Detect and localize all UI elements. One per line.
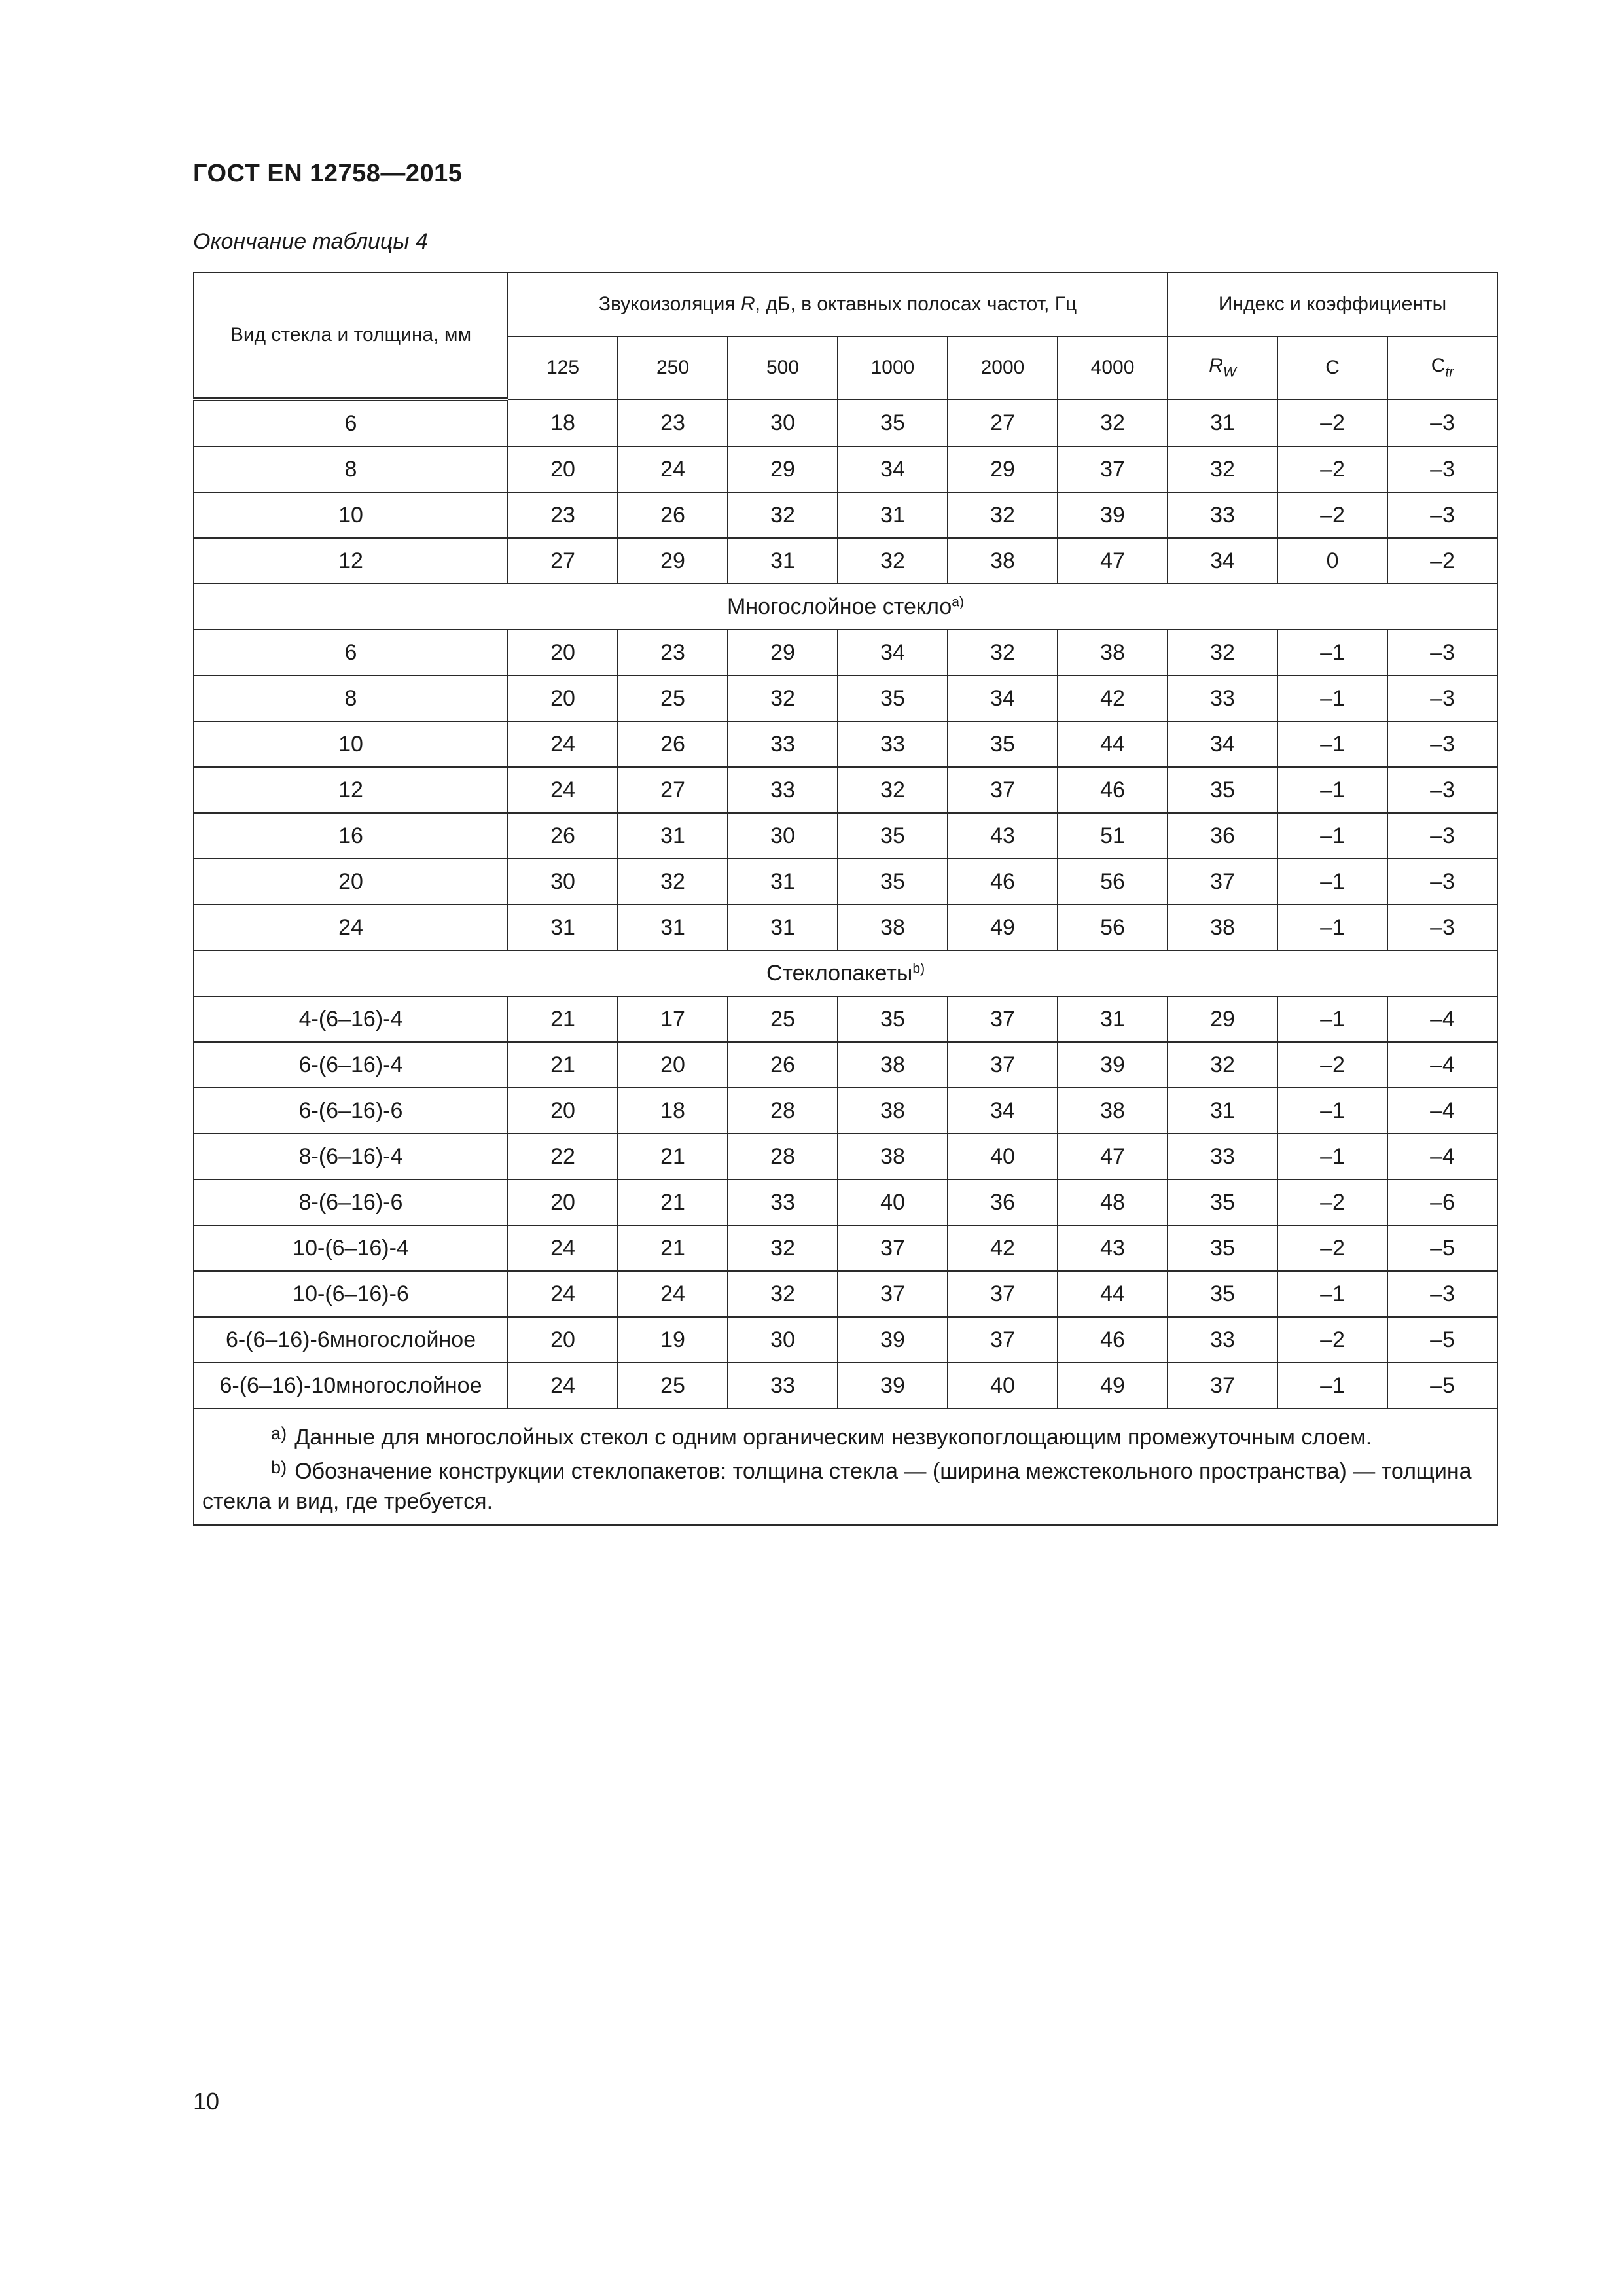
value-cell: 21 <box>508 996 618 1042</box>
footnote-mark: a) <box>952 594 965 609</box>
value-cell: –3 <box>1387 446 1497 492</box>
value-cell: 43 <box>1058 1225 1168 1271</box>
header-freq: 125 <box>508 336 618 399</box>
value-cell: 20 <box>508 630 618 675</box>
section-title-text: Стеклопакеты <box>766 960 913 986</box>
value-cell: 32 <box>728 675 838 721</box>
value-cell: 37 <box>948 1042 1058 1088</box>
section-title <box>194 950 1497 996</box>
value-cell: 39 <box>1058 492 1168 538</box>
value-cell: 38 <box>1058 630 1168 675</box>
value-cell: 24 <box>508 1271 618 1317</box>
glass-kind-cell: 8 <box>194 675 508 721</box>
value-cell: –1 <box>1277 1363 1387 1408</box>
value-cell: –1 <box>1277 905 1387 950</box>
value-cell: –3 <box>1387 492 1497 538</box>
value-cell: 26 <box>728 1042 838 1088</box>
value-cell: 23 <box>618 630 728 675</box>
value-cell: 33 <box>838 721 948 767</box>
value-cell: 37 <box>948 996 1058 1042</box>
glass-kind-cell: 10 <box>194 721 508 767</box>
value-cell: –3 <box>1387 767 1497 813</box>
glass-kind-cell: 6 <box>194 630 508 675</box>
value-cell: 29 <box>728 630 838 675</box>
table-caption: Окончание таблицы 4 <box>193 229 428 254</box>
value-cell: 31 <box>618 905 728 950</box>
value-cell: 33 <box>1168 492 1277 538</box>
value-cell: 20 <box>508 1179 618 1225</box>
table-row <box>194 1042 1497 1088</box>
value-cell: 34 <box>948 675 1058 721</box>
footnote-mark: b) <box>271 1457 287 1478</box>
table-row <box>194 675 1497 721</box>
value-cell: –1 <box>1277 767 1387 813</box>
value-cell: 31 <box>508 905 618 950</box>
value-cell: 37 <box>838 1271 948 1317</box>
value-cell: 20 <box>508 1088 618 1134</box>
value-cell: 32 <box>1168 630 1277 675</box>
value-cell: –4 <box>1387 1042 1497 1088</box>
value-cell: 38 <box>948 538 1058 584</box>
table-row <box>194 1225 1497 1271</box>
value-cell: 47 <box>1058 1134 1168 1179</box>
value-cell: 34 <box>838 630 948 675</box>
value-cell: –3 <box>1387 399 1497 446</box>
value-cell: –4 <box>1387 996 1497 1042</box>
value-cell: 21 <box>618 1225 728 1271</box>
glass-kind-cell: 10-(6–16)-6 <box>194 1271 508 1317</box>
header-freq: 2000 <box>948 336 1058 399</box>
value-cell: 20 <box>508 675 618 721</box>
value-cell: 26 <box>618 492 728 538</box>
value-cell: 32 <box>728 1271 838 1317</box>
value-cell: –1 <box>1277 1271 1387 1317</box>
value-cell: 31 <box>618 813 728 859</box>
glass-kind-cell: 10 <box>194 492 508 538</box>
value-cell: 36 <box>948 1179 1058 1225</box>
value-cell: 32 <box>1168 446 1277 492</box>
value-cell: –3 <box>1387 675 1497 721</box>
value-cell: 30 <box>728 1317 838 1363</box>
value-cell: 17 <box>618 996 728 1042</box>
table-row <box>194 1179 1497 1225</box>
glass-kind-cell: 6-(6–16)-4 <box>194 1042 508 1088</box>
value-cell: 0 <box>1277 538 1387 584</box>
footnote-mark: a) <box>271 1423 287 1443</box>
glass-kind-cell: 24 <box>194 905 508 950</box>
value-cell: 21 <box>618 1179 728 1225</box>
table-row <box>194 813 1497 859</box>
document-id: ГОСТ EN 12758—2015 <box>193 160 463 187</box>
value-cell: 34 <box>948 1088 1058 1134</box>
page-number: 10 <box>193 2088 220 2115</box>
value-cell: 35 <box>838 675 948 721</box>
value-cell: 37 <box>948 1317 1058 1363</box>
table-row <box>194 630 1497 675</box>
value-cell: –1 <box>1277 859 1387 905</box>
value-cell: 32 <box>948 492 1058 538</box>
value-cell: –3 <box>1387 1271 1497 1317</box>
value-cell: 40 <box>948 1134 1058 1179</box>
value-cell: 27 <box>508 538 618 584</box>
glass-kind-cell: 20 <box>194 859 508 905</box>
value-cell: –2 <box>1277 1225 1387 1271</box>
value-cell: 31 <box>728 538 838 584</box>
value-cell: 18 <box>508 399 618 446</box>
glass-kind-cell: 8-(6–16)-6 <box>194 1179 508 1225</box>
value-cell: –3 <box>1387 813 1497 859</box>
value-cell: 23 <box>508 492 618 538</box>
value-cell: –3 <box>1387 721 1497 767</box>
value-cell: 49 <box>1058 1363 1168 1408</box>
value-cell: –1 <box>1277 630 1387 675</box>
header-freq: 1000 <box>838 336 948 399</box>
value-cell: –2 <box>1277 492 1387 538</box>
glass-kind-cell: 6-(6–16)-10многослойное <box>194 1363 508 1408</box>
value-cell: 36 <box>1168 813 1277 859</box>
value-cell: 24 <box>508 1363 618 1408</box>
header-freq: 250 <box>618 336 728 399</box>
value-cell: 32 <box>838 538 948 584</box>
value-cell: 31 <box>728 905 838 950</box>
value-cell: 32 <box>728 1225 838 1271</box>
value-cell: 56 <box>1058 859 1168 905</box>
value-cell: 33 <box>728 767 838 813</box>
value-cell: 29 <box>948 446 1058 492</box>
value-cell: 25 <box>728 996 838 1042</box>
header-rw: $R_W$ <box>1168 336 1277 399</box>
value-cell: 32 <box>728 492 838 538</box>
value-cell: 33 <box>728 1179 838 1225</box>
value-cell: 47 <box>1058 538 1168 584</box>
value-cell: 33 <box>1168 675 1277 721</box>
section-title <box>194 584 1497 630</box>
value-cell: 43 <box>948 813 1058 859</box>
value-cell: 56 <box>1058 905 1168 950</box>
value-cell: 19 <box>618 1317 728 1363</box>
value-cell: 29 <box>728 446 838 492</box>
value-cell: 35 <box>1168 1179 1277 1225</box>
value-cell: 46 <box>1058 767 1168 813</box>
glass-kind-cell: 12 <box>194 767 508 813</box>
value-cell: 20 <box>618 1042 728 1088</box>
value-cell: 21 <box>618 1134 728 1179</box>
value-cell: 35 <box>1168 1271 1277 1317</box>
value-cell: 46 <box>1058 1317 1168 1363</box>
value-cell: –2 <box>1277 1042 1387 1088</box>
value-cell: –3 <box>1387 859 1497 905</box>
value-cell: 34 <box>838 446 948 492</box>
value-cell: 24 <box>508 767 618 813</box>
value-cell: 42 <box>1058 675 1168 721</box>
value-cell: 31 <box>1168 399 1277 446</box>
table-row <box>194 1271 1497 1317</box>
value-cell: 35 <box>838 399 948 446</box>
value-cell: –4 <box>1387 1134 1497 1179</box>
header-freq: 4000 <box>1058 336 1168 399</box>
value-cell: 28 <box>728 1134 838 1179</box>
value-cell: 24 <box>618 1271 728 1317</box>
header-ctr: $C_{tr}$ <box>1387 336 1497 399</box>
table-row <box>194 446 1497 492</box>
value-cell: 27 <box>618 767 728 813</box>
footnote <box>202 1418 1489 1452</box>
value-cell: 35 <box>1168 767 1277 813</box>
value-cell: –6 <box>1387 1179 1497 1225</box>
value-cell: 30 <box>728 399 838 446</box>
value-cell: 31 <box>1058 996 1168 1042</box>
footnote-mark: b) <box>912 960 925 976</box>
value-cell: 38 <box>838 905 948 950</box>
value-cell: 44 <box>1058 721 1168 767</box>
table-row <box>194 492 1497 538</box>
section-title-text: Многослойное стекло <box>727 594 952 619</box>
value-cell: 31 <box>1168 1088 1277 1134</box>
value-cell: –2 <box>1277 1317 1387 1363</box>
value-cell: 39 <box>838 1363 948 1408</box>
notes-row <box>194 1408 1497 1525</box>
value-cell: 37 <box>948 767 1058 813</box>
value-cell: –3 <box>1387 630 1497 675</box>
section-header-row <box>194 584 1497 630</box>
value-cell: 33 <box>1168 1134 1277 1179</box>
table-row <box>194 538 1497 584</box>
value-cell: 33 <box>1168 1317 1277 1363</box>
value-cell: 31 <box>728 859 838 905</box>
value-cell: 29 <box>618 538 728 584</box>
table-row <box>194 1317 1497 1363</box>
value-cell: 38 <box>838 1088 948 1134</box>
value-cell: 18 <box>618 1088 728 1134</box>
value-cell: –4 <box>1387 1088 1497 1134</box>
value-cell: 39 <box>1058 1042 1168 1088</box>
value-cell: 40 <box>838 1179 948 1225</box>
value-cell: –1 <box>1277 675 1387 721</box>
value-cell: 37 <box>948 1271 1058 1317</box>
table-row <box>194 905 1497 950</box>
header-freq: 500 <box>728 336 838 399</box>
value-cell: 21 <box>508 1042 618 1088</box>
table-row <box>194 996 1497 1042</box>
value-cell: 28 <box>728 1088 838 1134</box>
value-cell: 31 <box>838 492 948 538</box>
value-cell: –5 <box>1387 1363 1497 1408</box>
value-cell: 49 <box>948 905 1058 950</box>
value-cell: 24 <box>508 721 618 767</box>
value-cell: 24 <box>508 1225 618 1271</box>
value-cell: –1 <box>1277 721 1387 767</box>
value-cell: 32 <box>1058 399 1168 446</box>
value-cell: –2 <box>1387 538 1497 584</box>
value-cell: 46 <box>948 859 1058 905</box>
value-cell: 38 <box>1058 1088 1168 1134</box>
value-cell: 30 <box>508 859 618 905</box>
value-cell: 35 <box>838 813 948 859</box>
value-cell: 26 <box>618 721 728 767</box>
header-insulation-group: Звукоизоляция R, дБ, в октавных полосах частот, Гц <box>508 272 1168 336</box>
table-row <box>194 721 1497 767</box>
sound-insulation-table <box>193 272 1498 1526</box>
value-cell: 25 <box>618 675 728 721</box>
value-cell: 26 <box>508 813 618 859</box>
value-cell: 39 <box>838 1317 948 1363</box>
value-cell: 34 <box>1168 721 1277 767</box>
value-cell: 37 <box>1168 859 1277 905</box>
value-cell: 32 <box>838 767 948 813</box>
table-row <box>194 1363 1497 1408</box>
header-index-group: Индекс и коэффициенты <box>1168 272 1497 336</box>
glass-kind-cell: 6-(6–16)-6многослойное <box>194 1317 508 1363</box>
table-row <box>194 399 1497 446</box>
value-cell: 20 <box>508 446 618 492</box>
value-cell: 35 <box>948 721 1058 767</box>
value-cell: 37 <box>1058 446 1168 492</box>
value-cell: 25 <box>618 1363 728 1408</box>
table-row <box>194 767 1497 813</box>
value-cell: 38 <box>1168 905 1277 950</box>
value-cell: –5 <box>1387 1225 1497 1271</box>
value-cell: 20 <box>508 1317 618 1363</box>
value-cell: –2 <box>1277 1179 1387 1225</box>
table-body <box>194 399 1497 1525</box>
value-cell: –2 <box>1277 446 1387 492</box>
value-cell: 35 <box>838 859 948 905</box>
value-cell: –1 <box>1277 1134 1387 1179</box>
value-cell: –1 <box>1277 996 1387 1042</box>
value-cell: 30 <box>728 813 838 859</box>
footnote-text: Обозначение конструкции стеклопакетов: толщина стекла — (ширина межстекольного пространства) — толщина стекла и вид, где требуется. <box>202 1459 1472 1515</box>
table-row <box>194 1134 1497 1179</box>
value-cell: 24 <box>618 446 728 492</box>
value-cell: 27 <box>948 399 1058 446</box>
value-cell: –3 <box>1387 905 1497 950</box>
glass-kind-cell: 8-(6–16)-4 <box>194 1134 508 1179</box>
header-c: C <box>1277 336 1387 399</box>
value-cell: 51 <box>1058 813 1168 859</box>
value-cell: 38 <box>838 1134 948 1179</box>
table-row <box>194 1088 1497 1134</box>
value-cell: 33 <box>728 721 838 767</box>
value-cell: 48 <box>1058 1179 1168 1225</box>
glass-kind-cell: 4-(6–16)-4 <box>194 996 508 1042</box>
glass-kind-cell: 6-(6–16)-6 <box>194 1088 508 1134</box>
glass-kind-cell: 6 <box>194 399 508 446</box>
value-cell: –1 <box>1277 813 1387 859</box>
value-cell: 42 <box>948 1225 1058 1271</box>
table-notes <box>194 1408 1497 1525</box>
value-cell: 22 <box>508 1134 618 1179</box>
header-glass-kind: Вид стекла и толщина, мм <box>194 272 508 399</box>
table-row <box>194 859 1497 905</box>
value-cell: 35 <box>838 996 948 1042</box>
value-cell: 37 <box>1168 1363 1277 1408</box>
value-cell: 23 <box>618 399 728 446</box>
value-cell: –2 <box>1277 399 1387 446</box>
value-cell: 32 <box>1168 1042 1277 1088</box>
value-cell: 29 <box>1168 996 1277 1042</box>
value-cell: 32 <box>948 630 1058 675</box>
glass-kind-cell: 10-(6–16)-4 <box>194 1225 508 1271</box>
glass-kind-cell: 12 <box>194 538 508 584</box>
value-cell: –1 <box>1277 1088 1387 1134</box>
section-header-row <box>194 950 1497 996</box>
value-cell: 37 <box>838 1225 948 1271</box>
footnote <box>202 1452 1489 1516</box>
value-cell: 33 <box>728 1363 838 1408</box>
value-cell: –5 <box>1387 1317 1497 1363</box>
value-cell: 44 <box>1058 1271 1168 1317</box>
value-cell: 32 <box>618 859 728 905</box>
value-cell: 40 <box>948 1363 1058 1408</box>
value-cell: 38 <box>838 1042 948 1088</box>
value-cell: 34 <box>1168 538 1277 584</box>
glass-kind-cell: 8 <box>194 446 508 492</box>
footnote-text: Данные для многослойных стекол с одним органическим незвукопоглощающим промежуточным слоем. <box>294 1425 1372 1450</box>
glass-kind-cell: 16 <box>194 813 508 859</box>
value-cell: 35 <box>1168 1225 1277 1271</box>
